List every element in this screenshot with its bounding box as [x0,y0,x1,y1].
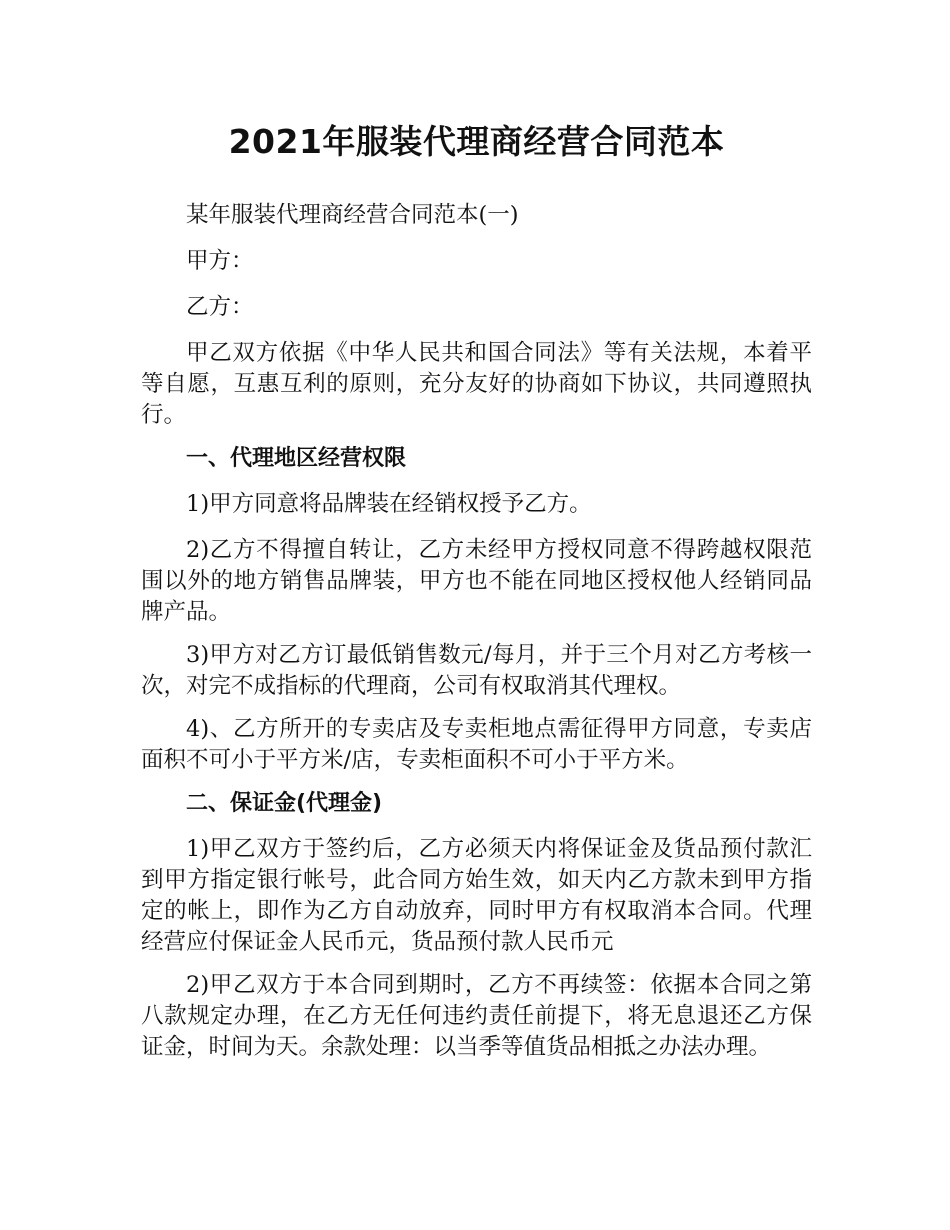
section-heading-territory: 一、代理地区经营权限 [186,446,407,471]
clause-2-2: 2)甲乙双方于本合同到期时，乙方不再续签：依据本合同之第八款规定办理，在乙方无任何违约责任前提下，将无息退还乙方保证金，时间为天。余款处理：以当季等值货品相抵之办法办理。 [141,972,812,1060]
party-a-label: 甲方： [186,248,254,274]
clause-1-3: 3)甲方对乙方订最低销售数元/每月，并于三个月对乙方考核一次，对完不成指标的代理商，公司有权取消其代理权。 [141,642,812,699]
section-heading-deposit: 二、保证金(代理金) [186,791,383,816]
clause-1-2: 2)乙方不得擅自转让，乙方未经甲方授权同意不得跨越权限范围以外的地方销售品牌装，甲方也不能在同地区授权他人经销同品牌产品。 [141,537,812,625]
clause-1-1: 1)甲方同意将品牌装在经销权授予乙方。 [186,491,592,517]
document-title: 2021年服装代理商经营合同范本 [228,122,725,161]
clause-2-1: 1)甲乙双方于签约后，乙方必须天内将保证金及货品预付款汇到甲方指定银行帐号，此合同方始生效，如天内乙方款未到甲方指定的帐上，即作为乙方自动放弃，同时甲方有权取消本合同。代理经营应付保证金人民币元，货品预付款人民币元 [141,836,812,955]
clause-1-4: 4)、乙方所开的专卖店及专卖柜地点需征得甲方同意，专卖店面积不可小于平方米/店，专卖柜面积不可小于平方米。 [141,716,812,773]
intro-paragraph: 甲乙双方依据《中华人民共和国合同法》等有关法规，本着平等自愿，互惠互利的原则，充分友好的协商如下协议，共同遵照执行。 [141,340,812,428]
contract-subtitle: 某年服装代理商经营合同范本(一) [186,202,519,228]
party-b-label: 乙方： [186,294,254,320]
